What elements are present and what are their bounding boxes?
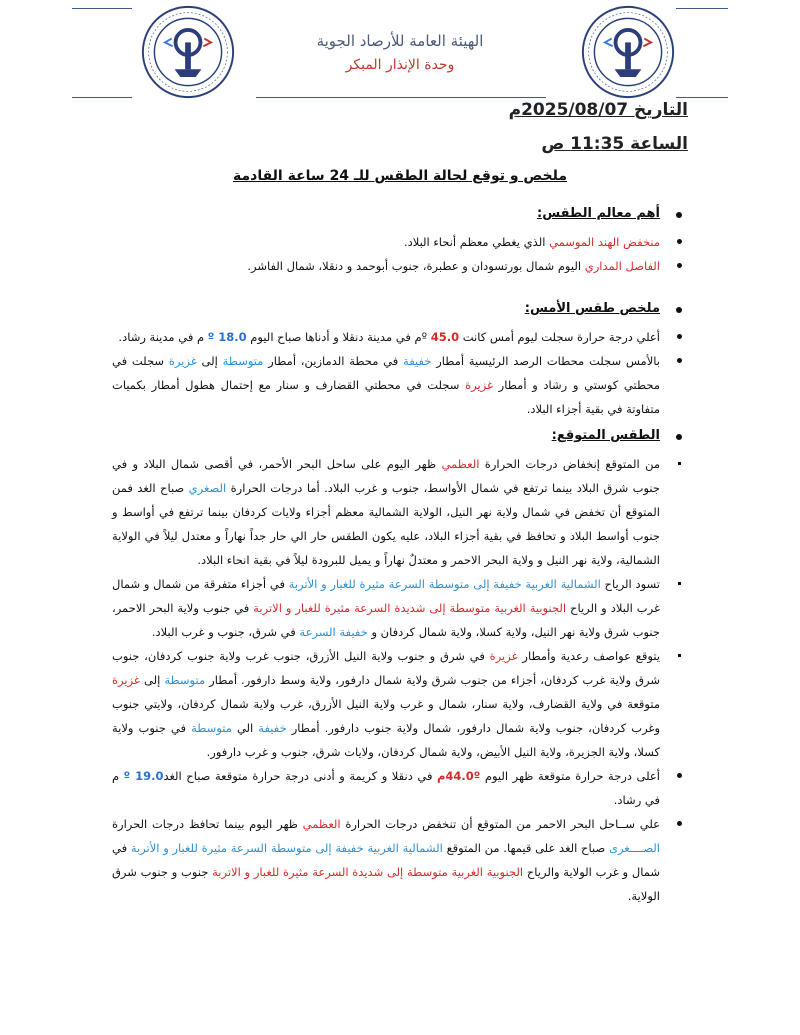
list-item (112, 230, 688, 254)
max-temp-value: 44.0ºم (436, 769, 481, 783)
item-text: في شرق و جنوب ولاية النيل الأزرق، جنوب غرب ولاية جنوب كردفان، جنوب شرق ولاية غرب كردفان، أجزاء من جنوب شرق ولاية شمال دارفور، ولاية وسط دارفور. أمطار (112, 649, 660, 687)
item-text: في أجزاء متفرقة من شمال و شمال غرب البلاد و الرياح (112, 577, 660, 615)
authority-logo-left (140, 4, 236, 100)
highlight-text: غزيرة (465, 378, 494, 392)
item-text: ظهر اليوم بينما تحافظ درجات الحرارة (112, 817, 303, 831)
highlight-text: خفيفة (258, 721, 287, 735)
section-heading (112, 424, 688, 448)
heading-text: ملخص طقس الأمس: (524, 301, 660, 316)
organization-header (250, 32, 550, 73)
highlight-text: الفاصل المداري (584, 259, 660, 273)
highlight-text: الشمالية الغربية خفيفة إلى متوسطة السرعة مثيرة للغبار و الأتربة (130, 841, 443, 855)
section-heading (112, 202, 688, 226)
bullet-icon (678, 654, 681, 657)
bullet-icon (677, 821, 682, 826)
item-text: الي (231, 721, 259, 735)
bullet-icon (676, 434, 682, 440)
highlight-text: غزيرة (489, 649, 518, 663)
list-item (112, 452, 688, 572)
item-text: يتوقع عواصف رعدية وأمطار (517, 649, 660, 663)
item-text: اليوم شمال بورتسودان و عطبرة، جنوب أبوحمد و دنقلا، شمال الفاشر. (247, 259, 585, 273)
item-text: في محطة الدمازين، أمطار (263, 354, 404, 368)
highlight-text: منخفض الهند الموسمي (549, 235, 660, 249)
heading-text: الطقس المتوقع: (551, 428, 660, 443)
header-rule-center (256, 97, 546, 98)
highlight-text: متوسطة (222, 354, 264, 368)
item-text: صباح الغد فمن المتوقع أن تخفض في شمال ولاية نهر النيل، الولاية الشمالية معظم أجزاء ولايات كردفان بينما ترتفع في أواسط و جنوب أواسط البلاد و تحافظ في بقية أجزاء البلاد، عليه يكون الطقس حار الي حار جداً نهاراً و معتدل ليلاً في الولاية الشمالية، ولاية نهر النيل و ولاية البحر الاحمر و معتدلٌ نهاراً و يميل للبرودة ليلاً في بقية انحاء البلاد. (112, 481, 660, 567)
item-text: م في مدينة رشاد. (118, 330, 208, 344)
highlight-text: الجنوبية الغربية متوسطة إلى شديدة السرعة مثيرة للغبار و الاتربة (212, 865, 524, 879)
highlight-text: خفيفة (403, 354, 432, 368)
bullet-icon (677, 358, 682, 363)
item-text: أعلي درجة حرارة سجلت ليوم أمس كانت (459, 330, 660, 344)
highlight-text: غزيرة (112, 673, 140, 687)
item-text: أعلى درجة حرارة متوقعة ظهر اليوم (480, 769, 660, 783)
header-rule-right-bottom (676, 97, 728, 98)
header-rule-left-top (72, 8, 132, 9)
header-rule-left-bottom (72, 97, 132, 98)
item-text: جنوب و جنوب شرق الولاية. (112, 865, 660, 903)
bullet-icon (676, 212, 682, 218)
item-text: بالأمس سجلت محطات الرصد الرئيسية أمطار (431, 354, 660, 368)
highlight-text: غزيرة (168, 354, 197, 368)
authority-logo-right (580, 4, 676, 100)
item-text: في شمال و غرب الولاية والرياح (112, 841, 660, 879)
item-text: في دنقلا و كريمة و أدنى درجة حرارة متوقعة صباح الغد (163, 769, 437, 783)
item-text: ºم في مدينة دنقلا و أدناها صباح اليوم (246, 330, 431, 344)
item-text: إلى (196, 354, 223, 368)
highlight-text: العظمي (302, 817, 341, 831)
highlight-text: الصــــغرى (608, 841, 660, 855)
report-time: الساعة 11:35 ص (541, 134, 688, 154)
min-temp-value: º 18.0 (207, 330, 247, 344)
highlight-text: العظمي (441, 457, 480, 471)
bullet-icon (677, 239, 682, 244)
item-text: صباح الغد على قيمها. من المتوقع (442, 841, 609, 855)
header-rule-right-top (676, 8, 728, 9)
item-text: تسود الرياح (600, 577, 660, 591)
unit-name: وحدة الإنذار المبكر (345, 57, 455, 73)
expected-weather-section (112, 424, 688, 908)
item-text: متوقعة في ولاية القضارف، ولاية سنار، شمال و غرب ولاية النيل الأزرق، غرب ولاية شمال كردفان، ولايتي جنوب وغرب كردفان، جنوب ولاية شمال دارفور، شمال ولاية جنوب دارفور. أمطار (112, 697, 661, 735)
item-text: من المتوقع إنخفاض درجات الحرارة (479, 457, 660, 471)
item-text: إلى (139, 673, 165, 687)
item-text: في شرق، جنوب و غرب البلاد. (151, 625, 300, 639)
section-heading (112, 297, 688, 321)
max-temp-value: 45.0 (430, 330, 460, 344)
list-item (112, 764, 688, 812)
item-text: سجلت في محطتي كوستي و رشاد و أمطار (112, 354, 660, 392)
report-date: التاريخ 2025/08/07م (508, 100, 688, 120)
list-item (112, 572, 688, 644)
item-text: في جنوب ولاية البحر الاحمر، جنوب شرق ولاية نهر النيل، ولاية كسلا، ولاية شمال كردفان و (112, 601, 660, 639)
highlight-text: الشمالية الغربية خفيفة إلى متوسطة السرعة مثيرة للغبار و الأتربة (288, 577, 601, 591)
item-text: سجلت في محطتي القضارف و سنار مع إحتمال هطول أمطار بكميات متفاوتة في بقية أجزاء البلاد. (112, 378, 660, 416)
list-item (112, 644, 688, 764)
yesterday-summary-section (112, 297, 688, 421)
item-text: علي ســاحل البحر الاحمر من المتوقع أن تنخفض درجات الحرارة (340, 817, 660, 831)
bullet-icon (677, 773, 682, 778)
weather-features-section (112, 202, 688, 278)
bullet-icon (677, 263, 682, 268)
min-temp-value: 19.0 º (123, 769, 164, 783)
highlight-text: متوسطة (164, 673, 206, 687)
organization-name: الهيئة العامة للأرصاد الجوية (316, 32, 484, 50)
highlight-text: متوسطة (191, 721, 232, 735)
list-item (112, 325, 688, 349)
bullet-icon (678, 582, 681, 585)
highlight-text: الجنوبية الغربية متوسطة إلى شديدة السرعة مثيرة للغبار و الاتربة (253, 601, 567, 615)
heading-text: أهم معالم الطقس: (537, 206, 660, 221)
list-item (112, 812, 688, 908)
item-text: ظهر اليوم على ساحل البحر الأحمر، في أقصى شمال البلاد و في جنوب شرق البلاد بينما ترتفع في شمال الأواسط، جنوب و غرب البلاد. أما درجات الحرارة (112, 457, 661, 495)
bullet-icon (676, 307, 682, 313)
list-item (112, 349, 688, 421)
item-text: م في رشاد. (112, 769, 660, 807)
report-title: ملخص و توقع لحالة الطقس للـ 24 ساعة القادمة (233, 168, 567, 184)
bullet-icon (677, 334, 682, 339)
item-text: في جنوب ولاية كسلا، ولاية الجزيرة، ولاية النيل الأبيض، ولاية شمال كردفان، ولايات شرق، جنوب و غرب دارفور. (112, 721, 660, 759)
item-text: الذي يغطي معظم أنحاء البلاد. (403, 235, 550, 249)
highlight-text: الصغري (188, 481, 227, 495)
list-item (112, 254, 688, 278)
bullet-icon (678, 462, 681, 465)
highlight-text: خفيفة السرعة (299, 625, 368, 639)
